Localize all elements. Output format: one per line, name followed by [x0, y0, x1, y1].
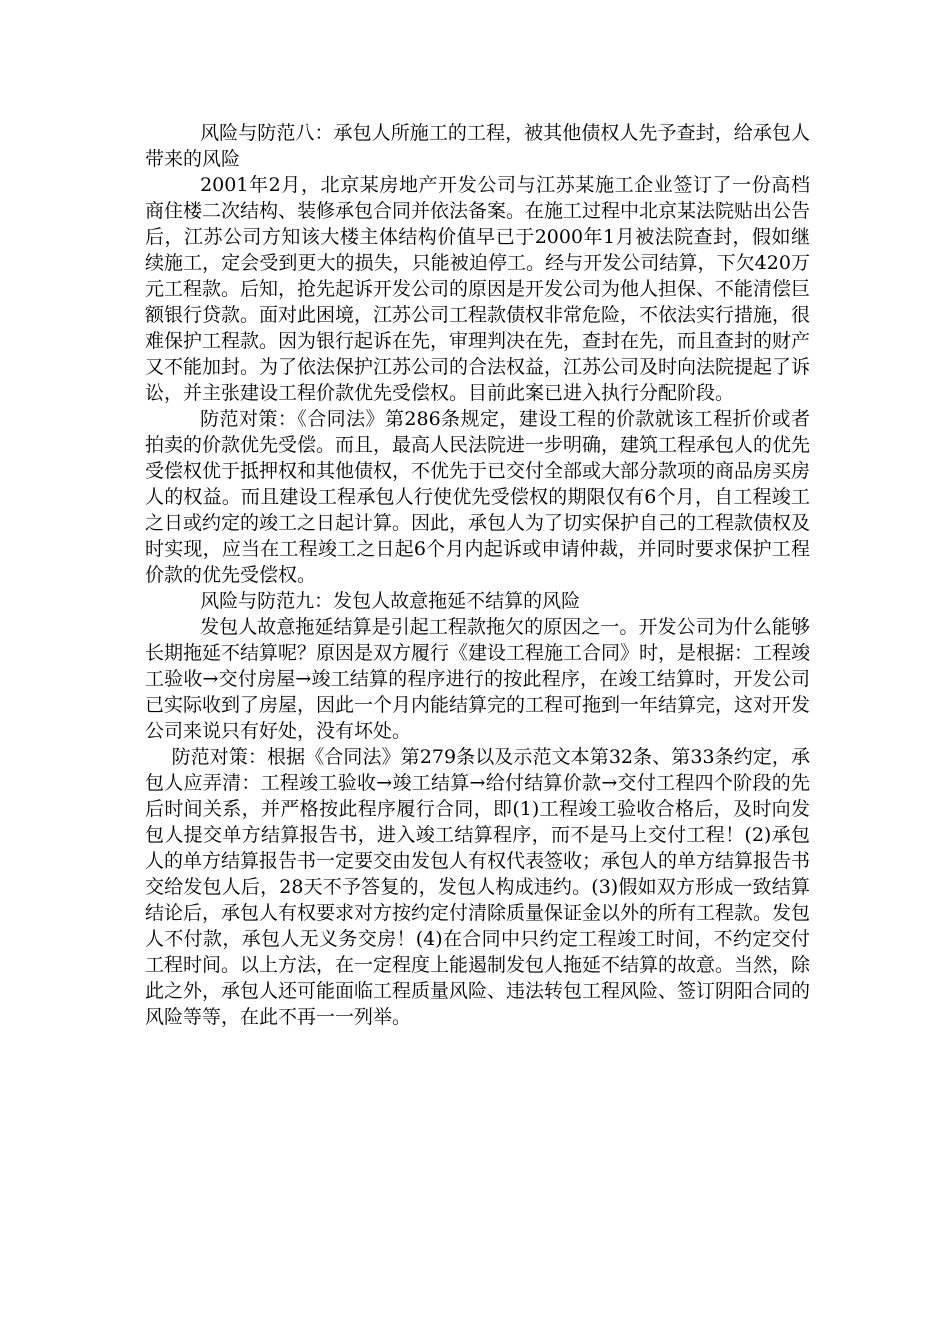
case-paragraph-risk-9: 发包人故意拖延结算是引起工程款拖欠的原因之一。开发公司为什么能够长期拖延不结算呢？原因是双方履行《建设工程施工合同》时，是根据：工程竣工验收→交付房屋→竣工结算的程序进行的按此程序，在竣工结算时，开发公司已实际收到了房屋，因此一个月内能结算完的工程可拖到一年结算完，这对开发公司来说只有好处，没有坏处。	[145, 616, 811, 742]
document-body	[145, 120, 810, 1030]
section-heading-risk-9: 风险与防范九：发包人故意拖延不结算的风险	[200, 590, 581, 612]
countermeasure-paragraph-risk-9: 防范对策：根据《合同法》第279条以及示范文本第32条、第33条约定，承包人应弄清：工程竣工验收→竣工结算→给付结算价款→交付工程四个阶段的先后时间关系，并严格按此程序履行合同，即(1)工程竣工验收合格后，及时向发包人提交单方结算报告书，进入竣工结算程序，而不是马上交付工程！(2)承包人的单方结算报告书一定要交由发包人有权代表签收；承包人的单方结算报告书交给发包人后，28天不予答复的，发包人构成违约。(3)假如双方形成一致结算结论后，承包人有权要求对方按约定付清除质量保证金以外的所有工程款。发包人不付款，承包人无义务交房！(4)在合同中只约定工程竣工时间，不约定交付工程时间。以上方法，在一定程度上能遏制发包人拖延不结算的故意。当然，除此之外，承包人还可能面临工程质量风险、违法转包工程风险、签订阴阳合同的风险等等，在此不再一一列举。	[145, 746, 811, 1028]
section-heading-risk-8: 风险与防范八：承包人所施工的工程，被其他债权人先予查封，给承包人带来的风险	[145, 122, 810, 170]
countermeasure-paragraph-risk-8: 防范对策：《合同法》第286条规定，建设工程的价款就该工程折价或者拍卖的价款优先受偿。而且，最高人民法院进一步明确，建筑工程承包人的优先受偿权优于抵押权和其他债权，不优先于已交付全部或大部分款项的商品房买房人的权益。而且建设工程承包人行使优先受偿权的期限仅有6个月，自工程竣工之日或约定的竣工之日起计算。因此，承包人为了切实保护自己的工程款债权及时实现，应当在工程竣工之日起6个月内起诉或申请仲裁，并同时要求保护工程价款的优先受偿权。	[145, 408, 811, 586]
case-paragraph-risk-8: 2001年2月，北京某房地产开发公司与江苏某施工企业签订了一份高档商住楼二次结构、装修承包合同并依法备案。在施工过程中北京某法院贴出公告后，江苏公司方知该大楼主体结构价值早已于2000年1月被法院查封，假如继续施工，定会受到更大的损失，只能被迫停工。经与开发公司结算，下欠420万元工程款。后知，抢先起诉开发公司的原因是开发公司为他人担保、不能清偿巨额银行贷款。面对此困境，江苏公司工程款债权非常危险，不依法实行措施，很难保护工程款。因为银行起诉在先，审理判决在先，查封在先，而且查封的财产又不能加封。为了依法保护江苏公司的合法权益，江苏公司及时向法院提起了诉讼，并主张建设工程价款优先受偿权。目前此案已进入执行分配阶段。	[145, 174, 811, 404]
